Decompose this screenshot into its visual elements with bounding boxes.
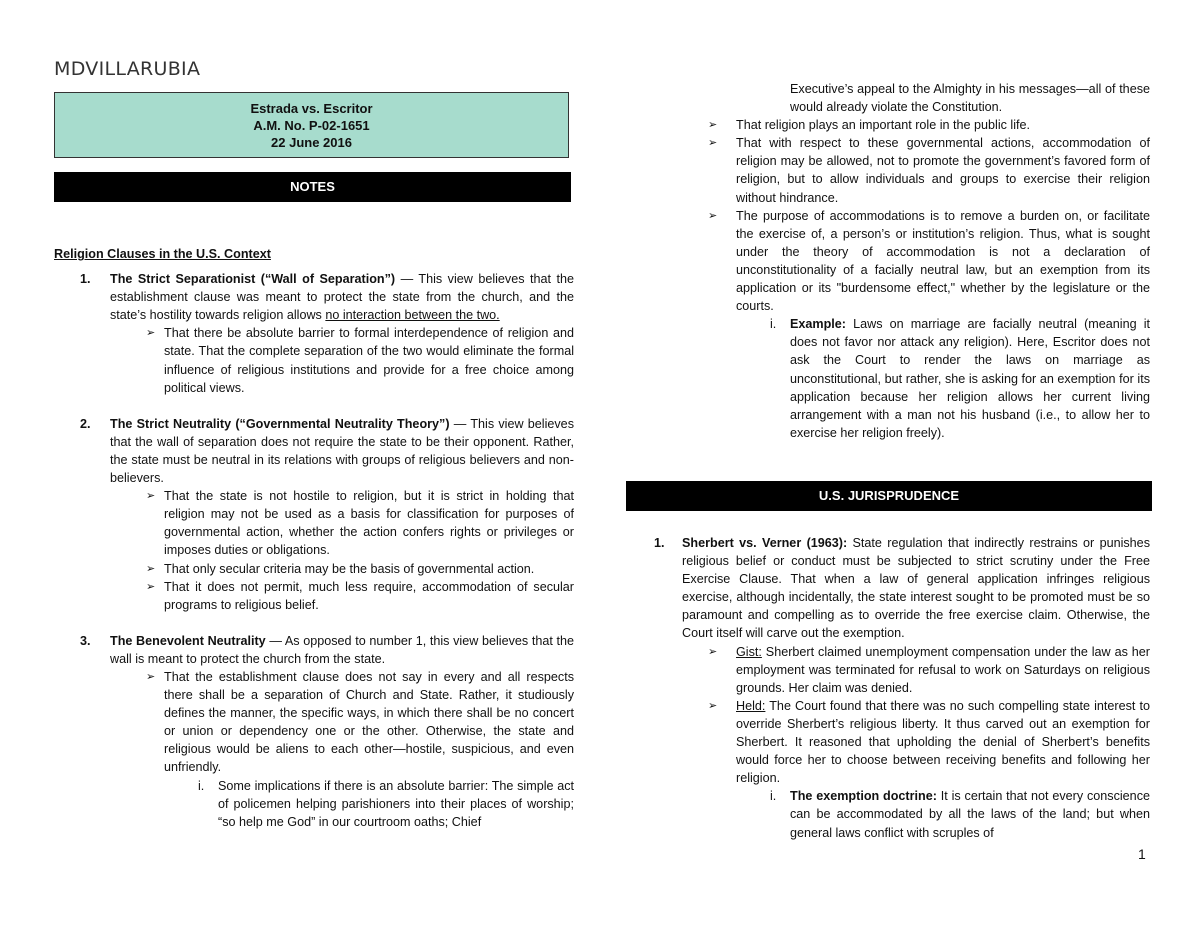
bullet-text: That it does not permit, much less require, accommodation of secular programs to religious belief. [164, 579, 574, 612]
arrow-bullet-icon: ➢ [146, 490, 156, 503]
item-number: 1. [654, 536, 665, 550]
case-text: State regulation that indirectly restrains or punishes religious belief or conduct must be subjected to strict scrutiny under the Free Exercise Clause. That when a law of general application infringes religious exercise, although incidentally, the state interest sought to be promoted must be so paramount and compelling as to override the free exercise claim. Otherwise, the Court itself will carve out the exemption. [682, 536, 1150, 641]
item-title: The Strict Neutrality (“Governmental Neutrality Theory”) [110, 416, 450, 431]
bullet-text: That the establishment clause does not say in every and all respects there shall be a separation of Church and State. Rather, it studiously defines the manner, the specific ways, in which there shall be no concert or union or dependency one or the other. Otherwise, the state and religious would be aliens to each other—hostile, suspicious, and even unfriendly. [164, 669, 574, 775]
jurisprudence-section [626, 534, 1150, 842]
author-name: MDVILLARUBIA [54, 58, 201, 80]
bullet-item [54, 324, 574, 396]
arrow-bullet-icon: ➢ [708, 119, 718, 132]
case-header [54, 92, 569, 158]
example-text: Laws on marriage are facially neutral (meaning it does not favor nor attack any religion). Here, Escritor does not ask the Court to render the laws on marriage as unconstitutional, but rather, she is asking for an exemption for its application because her religion allows her current living arrangement with a man not his husband (i.e., to allow her to exercise her religion freely). [790, 317, 1150, 440]
case-date: 22 June 2016 [271, 135, 352, 150]
arrow-bullet-icon: ➢ [708, 645, 718, 658]
bullet-item [626, 134, 1150, 206]
case-item-1 [626, 534, 1150, 643]
arrow-bullet-icon: ➢ [146, 580, 156, 593]
arrow-bullet-icon: ➢ [146, 562, 156, 575]
gist-text: Sherbert claimed unemployment compensation under the law as her employment was terminated for refusal to work on Saturdays on religious grounds. Her claim was denied. [736, 644, 1150, 695]
roman-item [54, 777, 574, 831]
bullet-item [54, 487, 574, 559]
roman-number: i. [770, 789, 777, 804]
list-item-1 [54, 270, 574, 324]
example-label: Example: [790, 317, 846, 332]
example-item [626, 315, 1150, 442]
bullet-item [54, 578, 574, 614]
bullet-item [626, 207, 1150, 316]
item-number: 1. [80, 272, 91, 287]
roman-number: i. [198, 778, 205, 793]
roman-number: i. [770, 317, 777, 332]
doctrine-label: The exemption doctrine: [790, 789, 937, 804]
bullet-item [54, 560, 574, 578]
continuation-text: Executive’s appeal to the Almighty in his messages—all of these would already violate the Constitution. [790, 82, 1150, 115]
bullet-text: That with respect to these governmental actions, accommodation of religion may be allowed, not to promote the government’s favored form of religion, but to allow individuals and groups to exercise their religion without hindrance. [736, 136, 1150, 205]
held-label: Held: [736, 698, 766, 713]
bullet-item [54, 668, 574, 777]
arrow-bullet-icon: ➢ [708, 137, 718, 150]
us-jurisprudence-bar: U.S. JURISPRUDENCE [626, 481, 1152, 511]
held-item [626, 697, 1150, 787]
item-underline: no interaction between the two. [325, 308, 500, 323]
arrow-bullet-icon: ➢ [708, 699, 718, 712]
gist-item [626, 643, 1150, 697]
bullet-item [626, 116, 1150, 134]
case-title: Sherbert vs. Verner (1963): [682, 536, 848, 550]
bullet-text: That there be absolute barrier to formal interdependence of religion and state. That the complete separation of the two would eliminate the formal influence of religious institutions and provide for a free choice among political views. [164, 326, 574, 395]
bullet-text: The purpose of accommodations is to remove a burden on, or facilitate the exercise of, a person’s or institution’s religion. Thus, what is sought under the theory of accommodation is not a declaration of unconstitutionality of a facially neutral law, but an exemption from its application or its "burdensome effect," whether by the legislature or the courts. [736, 208, 1150, 314]
list-item-3 [54, 632, 574, 668]
notes-bar: NOTES [54, 172, 571, 202]
gist-label: Gist: [736, 644, 762, 659]
right-column [626, 80, 1150, 442]
roman-text: Some implications if there is an absolute barrier: The simple act of policemen helping parishioners into their places of worship; “so help me God” in our courtroom oaths; Chief [218, 778, 574, 829]
page-number: 1 [1138, 846, 1146, 862]
doctrine-text: It is certain that not every conscience can be accommodated by all the laws of the land; but when general laws conflict with scruples of [790, 789, 1150, 840]
section-heading: Religion Clauses in the U.S. Context [54, 247, 271, 261]
item-number: 3. [80, 633, 91, 648]
arrow-bullet-icon: ➢ [146, 327, 156, 340]
bullet-text: That religion plays an important role in the public life. [736, 118, 1031, 133]
case-number: A.M. No. P-02-1651 [253, 118, 370, 133]
item-text: — As opposed to number 1, this view believes that the wall is meant to protect the church from the state. [110, 633, 574, 666]
bullet-text: That the state is not hostile to religion, but it is strict in holding that religion may not be used as a basis for classification for purposes of governmental action, whether the action confers rights or privileges or imposes duties or obligations. [164, 489, 574, 558]
list-item-2 [54, 415, 574, 487]
case-title: Estrada vs. Escritor [250, 101, 373, 116]
held-text: The Court found that there was no such compelling state interest to override Sherbert’s religious liberty. It thus carved out an exemption for Sherbert. It reasoned that upholding the denial of Sherbert’s benefits would force her to choose between receiving benefits and following her religion. [736, 698, 1150, 786]
arrow-bullet-icon: ➢ [146, 670, 156, 683]
item-number: 2. [80, 416, 91, 431]
item-title: The Strict Separationist (“Wall of Separation”) [110, 272, 396, 287]
item-text: — This view believes that the wall of separation does not require the state to be their opponent. Rather, the state must be neutral in its relations with groups of religious believers and non-believers. [110, 416, 574, 486]
doctrine-item [626, 787, 1150, 841]
item-text: — This view believes that the establishment clause was meant to protect the state from the church, and the state’s hostility towards religion allows [110, 272, 574, 323]
arrow-bullet-icon: ➢ [708, 209, 718, 222]
bullet-text: That only secular criteria may be the basis of governmental action. [164, 561, 535, 576]
left-column [54, 240, 574, 831]
item-title: The Benevolent Neutrality [110, 633, 266, 648]
